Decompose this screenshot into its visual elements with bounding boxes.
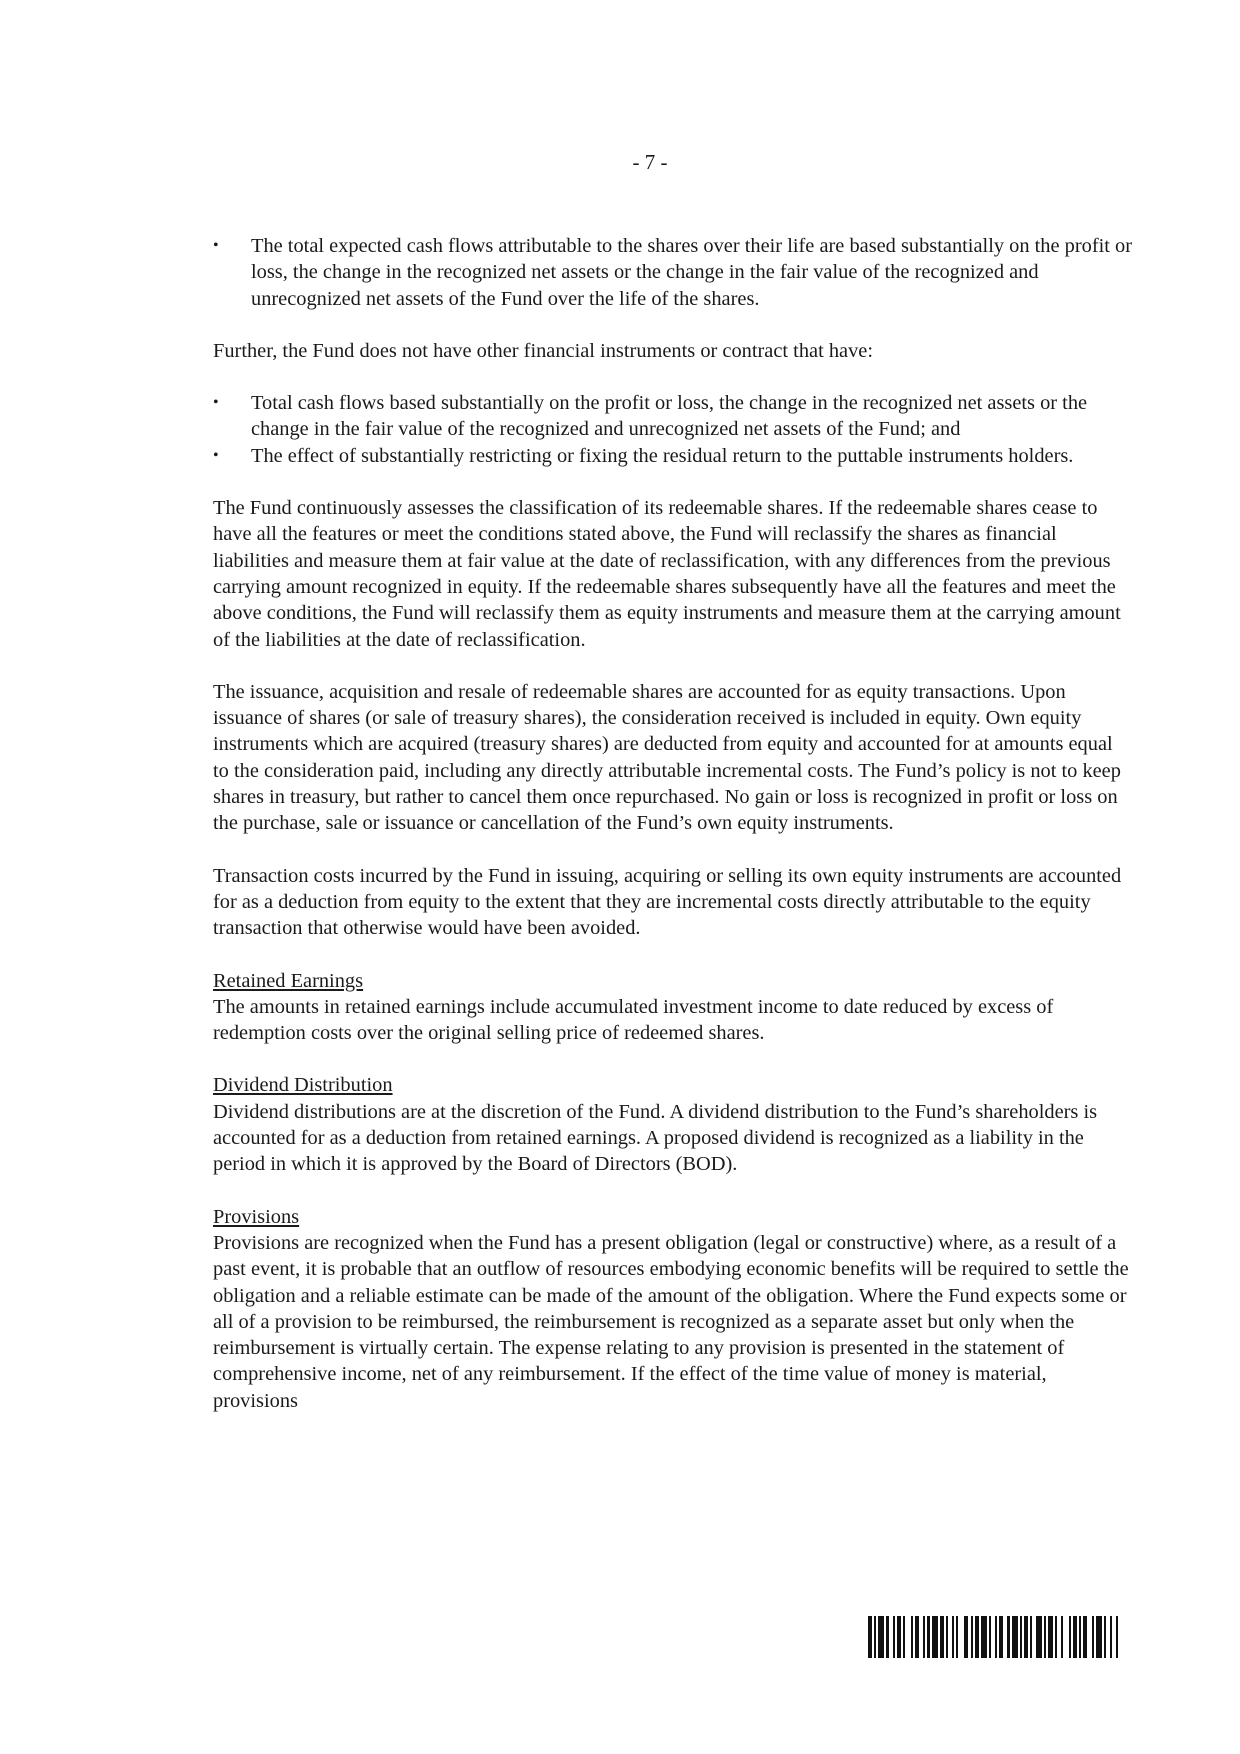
document-body	[213, 233, 1133, 1414]
bullet-icon: •	[213, 446, 219, 464]
list-item	[213, 390, 1133, 443]
bullet-icon: •	[213, 237, 219, 254]
section-body: Provisions are recognized when the Fund has a present obligation (legal or constructive) where, as a result of a past event, it is probable that an outflow of resources embodying economic benefits will be required to settle the obligation and a reliable estimate can be made of the amount of the obligation. Where the Fund expects some or all of a provision to be reimbursed, the reimbursement is recognized as a separate asset but only when the reimbursement is virtually certain. The expense relating to any provision is presented in the statement of comprehensive income, net of any reimbursement. If the effect of the time value of money is material, provisions	[213, 1231, 1129, 1412]
list-item	[213, 233, 1133, 312]
barcode-icon	[868, 1616, 1121, 1658]
section-provisions	[213, 1204, 1133, 1414]
bullet-list-other-instruments	[213, 390, 1133, 469]
list-item	[213, 443, 1133, 469]
page-number: - 7 -	[632, 150, 668, 174]
section-heading: Retained Earnings	[213, 969, 364, 992]
section-retained-earnings	[213, 968, 1133, 1047]
list-item-text: The effect of substantially restricting or fixing the residual return to the puttable instruments holders.	[251, 444, 1074, 467]
intro-paragraph: Further, the Fund does not have other financial instruments or contract that have:	[213, 339, 873, 362]
list-item-text: Total cash flows based substantially on the profit or loss, the change in the recognized net assets or the change in the fair value of the recognized and unrecognized net assets of the Fund; and	[251, 392, 1088, 441]
section-body: The amounts in retained earnings include accumulated investment income to date reduced by excess of redemption costs over the original selling price of redeemed shares.	[213, 995, 1054, 1045]
bullet-icon: •	[213, 394, 219, 412]
list-item-text: The total expected cash flows attributable to the shares over their life are based substantially on the profit or loss, the change in the recognized net assets or the change in the fair value of the recognized and unrecognized net assets of the Fund over the life of the shares.	[251, 235, 1133, 310]
bullet-list-share-conditions	[213, 233, 1133, 312]
section-heading: Provisions	[213, 1205, 300, 1228]
section-heading: Dividend Distribution	[213, 1074, 393, 1097]
paragraph-issuance: The issuance, acquisition and resale of redeemable shares are accounted for as equity transactions. Upon issuance of shares (or sale of treasury shares), the consideration received is included in equity. Own equity instruments which are acquired (treasury shares) are deducted from equity and accounted for at amounts equal to the consideration paid, including any directly attributable incremental costs. The Fund’s policy is not to keep shares in treasury, but rather to cancel them once repurchased. No gain or loss is recognized in profit or loss on the purchase, sale or issuance or cancellation of the Fund’s own equity instruments.	[213, 680, 1121, 835]
section-dividend-distribution	[213, 1072, 1133, 1177]
section-body: Dividend distributions are at the discretion of the Fund. A dividend distribution to the Fund’s shareholders is accounted for as a deduction from retained earnings. A proposed dividend is recognized as a liability in the period in which it is approved by the Board of Directors (BOD).	[213, 1100, 1098, 1176]
paragraph-classification: The Fund continuously assesses the classification of its redeemable shares. If the redeemable shares cease to have all the features or meet the conditions stated above, the Fund will reclassify the shares as financial liabilities and measure them at fair value at the date of reclassification, with any differences from the previous carrying amount recognized in equity. If the redeemable shares subsequently have all the features and meet the above conditions, the Fund will reclassify them as equity instruments and measure them at the carrying amount of the liabilities at the date of reclassification.	[213, 497, 1121, 651]
paragraph-transaction-costs: Transaction costs incurred by the Fund in issuing, acquiring or selling its own equity instruments are accounted for as a deduction from equity to the extent that they are incremental costs directly attributable to the equity transaction that otherwise would have been avoided.	[213, 864, 1122, 940]
